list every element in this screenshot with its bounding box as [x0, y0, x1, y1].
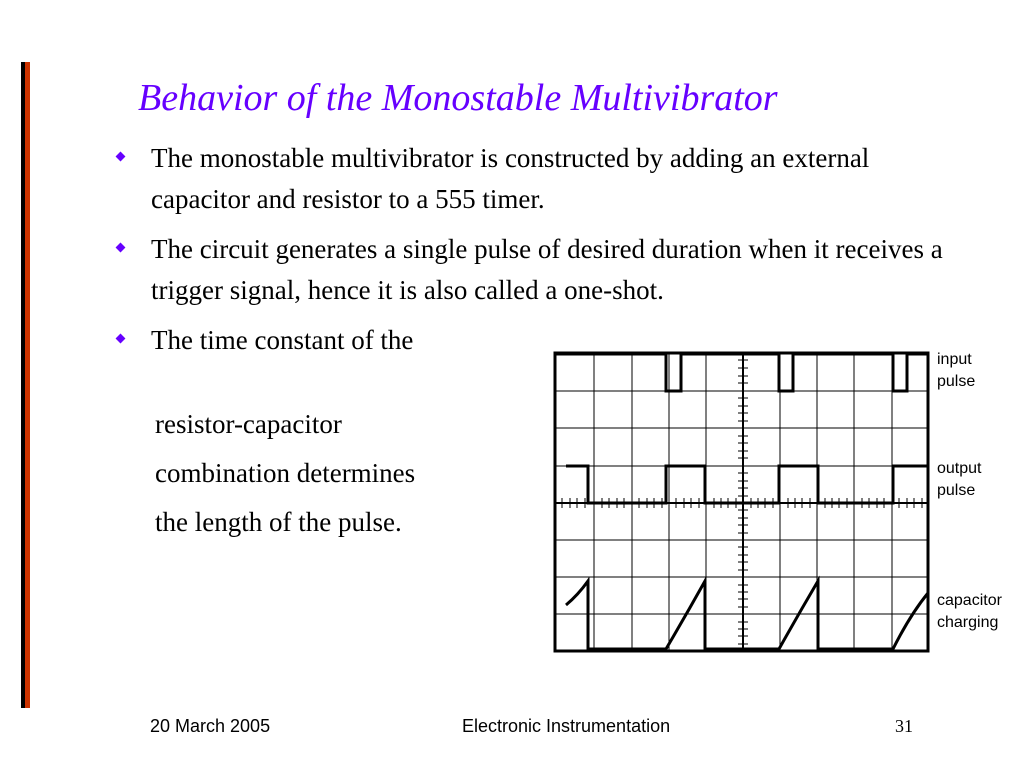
waveform-label-line: pulse: [937, 373, 976, 390]
waveform-label-line: output: [937, 460, 982, 477]
bullet-continuation-line: resistor-capacitor: [155, 409, 342, 439]
footer-page-number: 31: [895, 716, 913, 736]
waveform-label-line: pulse: [937, 482, 976, 499]
capacitor-charging-trace: [566, 581, 928, 649]
waveform-label-capacitor: [937, 590, 1002, 634]
waveform-label-line: capacitor: [937, 592, 1002, 609]
bullet-continuation-line: the length of the pulse.: [155, 507, 402, 537]
waveform-label-line: input: [937, 351, 972, 368]
bullet-text: The time constant of the: [151, 325, 414, 355]
footer-course-title: Electronic Instrumentation: [462, 716, 671, 736]
diamond-bullet-icon: [116, 152, 126, 162]
output-pulse-trace: [566, 466, 928, 503]
bullet-list: [110, 138, 970, 361]
bullet-text: The monostable multivibrator is constructed by adding an external capacitor and resistor to a 555 timer.: [151, 143, 870, 214]
waveform-label-input: [937, 349, 975, 393]
slide-title: Behavior of the Monostable Multivibrator: [138, 77, 778, 119]
oscilloscope-diagram: [548, 345, 934, 657]
bullet-continuation-line: combination determines: [155, 458, 416, 488]
bullet-text: The circuit generates a single pulse of desired duration when it receives a trigger signal, hence it is also called a one-shot.: [151, 234, 943, 305]
bullet-item: [110, 229, 970, 311]
bullet-item: [110, 138, 970, 220]
diamond-bullet-icon: [116, 334, 126, 344]
waveform-label-line: charging: [937, 614, 999, 631]
diamond-bullet-icon: [116, 243, 126, 253]
left-accent-bar-red: [25, 62, 30, 708]
footer-date: 20 March 2005: [150, 716, 271, 736]
waveform-label-output: [937, 458, 981, 502]
